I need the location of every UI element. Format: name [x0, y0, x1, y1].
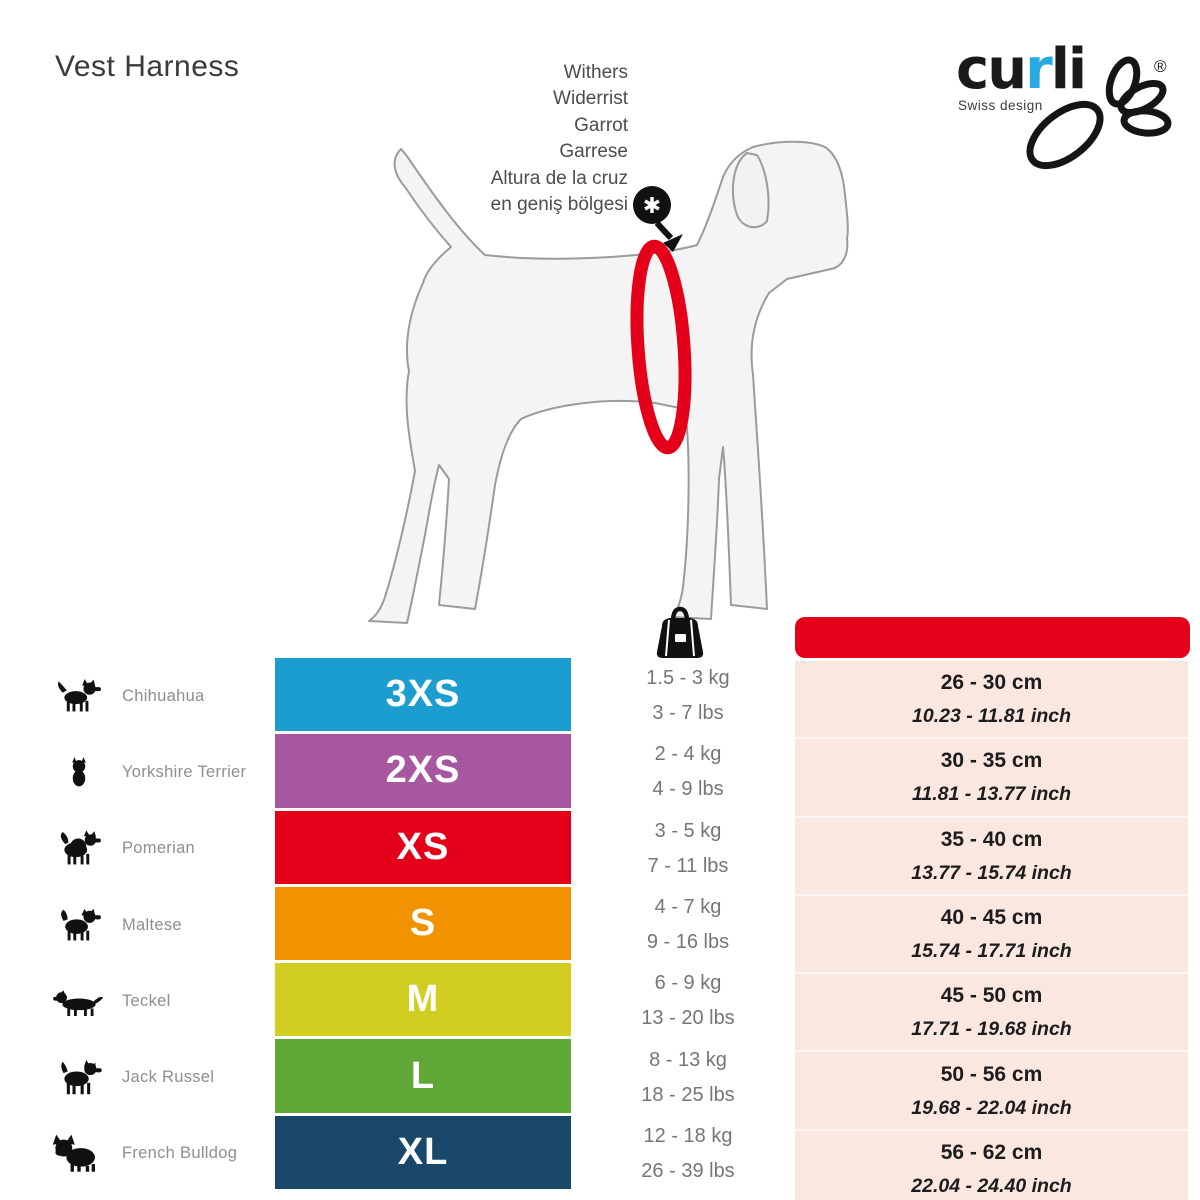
weight-lbs: 18 - 25 lbs: [641, 1083, 735, 1106]
weight-row: [598, 887, 778, 963]
withers-label-it: Garrese: [559, 141, 628, 163]
breed-row-yorkshire-terrier: [48, 734, 278, 810]
weight-column: [598, 658, 778, 1192]
marker-arrow: [657, 223, 671, 238]
breed-label: Yorkshire Terrier: [122, 762, 247, 781]
girth-cm: 26 - 30 cm: [940, 671, 1043, 695]
registered-mark-icon: ®: [1154, 57, 1167, 76]
breed-row-pomerian: [48, 811, 278, 887]
breed-label: Teckel: [122, 991, 171, 1010]
breed-label: Maltese: [122, 915, 182, 934]
asterisk-marker-glyph: ✱: [642, 193, 662, 218]
weight-lbs: 3 - 7 lbs: [652, 702, 724, 725]
girth-header-bar: [795, 617, 1190, 658]
girth-inch: 15.74 - 17.71 inch: [911, 940, 1072, 963]
breed-row-chihuahua: [48, 658, 278, 734]
weight-bag-icon: [646, 604, 714, 660]
withers-label-es: Altura de la cruz: [490, 167, 628, 189]
size-bar-s: S: [275, 887, 571, 960]
size-bar-2xs: 2XS: [275, 734, 571, 807]
girth-inch: 10.23 - 11.81 inch: [912, 705, 1071, 728]
weight-kg: 1.5 - 3 kg: [646, 667, 730, 690]
weight-lbs: 26 - 39 lbs: [641, 1159, 735, 1182]
page-title: Vest Harness: [55, 50, 240, 83]
breed-label: French Bulldog: [122, 1144, 238, 1163]
weight-lbs: 4 - 9 lbs: [652, 778, 724, 801]
breed-row-french-bulldog: [48, 1116, 278, 1192]
weight-kg: 8 - 13 kg: [649, 1048, 727, 1071]
size-bar-m: M: [275, 963, 571, 1036]
logo-word-prefix: cu: [956, 37, 1026, 102]
girth-row: [795, 1050, 1188, 1128]
girth-inch: 22.04 - 24.40 inch: [911, 1174, 1072, 1197]
girth-row: [795, 661, 1188, 737]
weight-kg: 12 - 18 kg: [643, 1124, 733, 1147]
withers-label-de: Widerrist: [553, 88, 628, 110]
curli-logo: [930, 30, 1195, 180]
girth-cm: 56 - 62 cm: [940, 1140, 1043, 1164]
maltese-icon: [48, 904, 110, 946]
girth-row: [795, 972, 1188, 1050]
breed-label: Jack Russel: [122, 1068, 215, 1087]
size-bar-column: [275, 658, 571, 1189]
girth-inch: 17.71 - 19.68 inch: [911, 1018, 1072, 1041]
weight-kg: 2 - 4 kg: [654, 743, 722, 766]
weight-kg: 3 - 5 kg: [654, 819, 722, 842]
breed-label: Pomerian: [122, 839, 196, 858]
girth-column: [795, 661, 1188, 1200]
weight-lbs: 13 - 20 lbs: [641, 1007, 735, 1030]
withers-label-fr: Garrot: [574, 114, 628, 136]
weight-row: [598, 811, 778, 887]
logo-word-suffix: li: [1050, 37, 1086, 102]
girth-row: [795, 1129, 1188, 1200]
dog-measure-diagram: [355, 135, 875, 635]
girth-inch: 11.81 - 13.77 inch: [912, 783, 1071, 806]
weight-row: [598, 1039, 778, 1115]
breed-row-jack-russel: [48, 1039, 278, 1115]
weight-row: [598, 1116, 778, 1192]
girth-cm: 35 - 40 cm: [940, 827, 1043, 851]
girth-cm: 45 - 50 cm: [940, 984, 1043, 1008]
girth-inch: 13.77 - 15.74 inch: [911, 861, 1072, 884]
pomerian-icon: [48, 827, 110, 871]
girth-row: [795, 737, 1188, 815]
yorkshire-terrier-icon: [48, 750, 110, 794]
dog-silhouette: [369, 142, 848, 623]
girth-inch: 19.68 - 22.04 inch: [911, 1096, 1072, 1119]
weight-row: [598, 658, 778, 734]
girth-row: [795, 894, 1188, 972]
breed-row-teckel: [48, 963, 278, 1039]
breed-label: Chihuahua: [122, 686, 205, 705]
weight-row: [598, 963, 778, 1039]
weight-lbs: 9 - 16 lbs: [646, 931, 730, 954]
girth-cm: 30 - 35 cm: [940, 749, 1043, 773]
girth-cm: 40 - 45 cm: [940, 906, 1043, 930]
weight-row: [598, 734, 778, 810]
logo-word-accent: r: [1025, 37, 1051, 102]
weight-lbs: 7 - 11 lbs: [647, 854, 729, 877]
size-bar-l: L: [275, 1039, 571, 1112]
girth-cm: 50 - 56 cm: [940, 1062, 1043, 1086]
jack-russel-icon: [48, 1056, 110, 1100]
weight-kg: 6 - 9 kg: [654, 972, 722, 995]
withers-label-tr: en geniş bölgesi: [490, 194, 628, 216]
logo-wordmark: [956, 37, 1085, 102]
teckel-icon: [48, 981, 110, 1021]
french-bulldog-icon: [48, 1131, 110, 1177]
breed-column: [48, 658, 278, 1192]
chihuahua-icon: [48, 675, 110, 717]
breed-row-maltese: [48, 887, 278, 963]
girth-row: [795, 816, 1188, 894]
size-bar-xs: XS: [275, 811, 571, 884]
withers-label-en: Withers: [563, 62, 628, 83]
size-bar-xl: XL: [275, 1116, 571, 1189]
weight-kg: 4 - 7 kg: [654, 896, 722, 919]
size-bar-3xs: 3XS: [275, 658, 571, 731]
logo-tagline: Swiss design: [958, 98, 1043, 113]
